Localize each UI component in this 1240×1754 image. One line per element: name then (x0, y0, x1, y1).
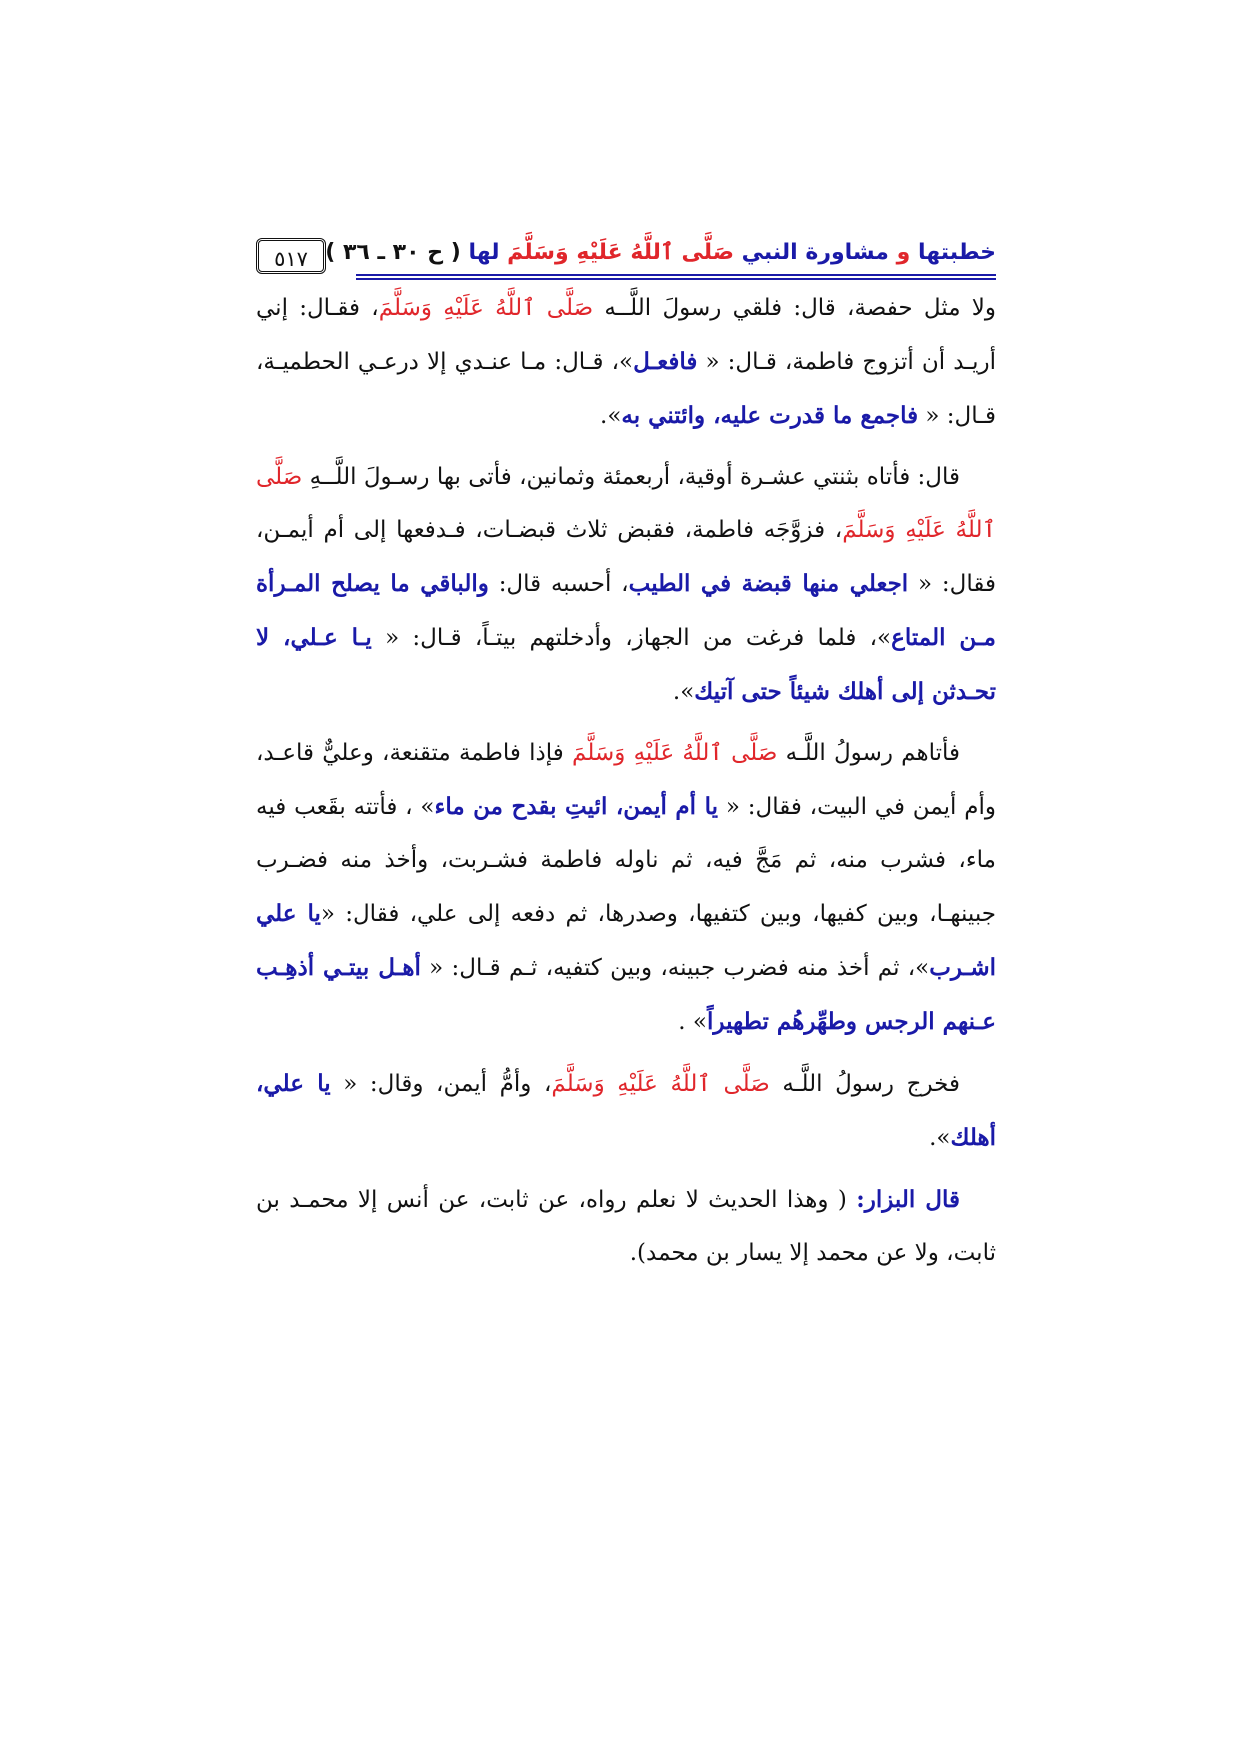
paragraph-3 (256, 727, 996, 1049)
p2-quote-3: يـا عـلي، لا تحـدثن إلى أهلك شيئاً حتى آتيك (256, 624, 996, 705)
p3-text-a: فأتاهم رسولُ اللَّـه (785, 740, 961, 766)
p4-honorific: صَلَّى ٱللَّهُ عَلَيْهِ وَسَلَّمَ (551, 1071, 770, 1097)
title-part3: لها (468, 240, 500, 265)
p3-text-e: » . (678, 1009, 707, 1035)
p1-text-d: ». (600, 403, 622, 429)
p3-text-c: » ، فأتته بقَعب فيه ماء، فشرب منه، ثم مَجَّ فيه، ثم ناوله فاطمة فشـربت، وأخذ منه فضـرب جبينهـا، وبين كفيها، وبين كتفيها، وصدرها، ثم دفعه إلى علي، فقال: « (256, 794, 996, 927)
running-title (325, 238, 996, 268)
p1-honorific: صَلَّى ٱللَّهُ عَلَيْهِ وَسَلَّمَ (378, 295, 594, 321)
title-part2: مشاورة النبي (741, 240, 889, 265)
page-number: ٥١٧ (256, 238, 326, 274)
p1-text-c: »، قـال: مـا عنـدي إلا درعـي الحطميـة، قـال: « (256, 349, 996, 429)
page-header (256, 238, 996, 282)
paragraph-4 (256, 1057, 996, 1165)
body-text (256, 282, 996, 1288)
paragraph-2 (256, 451, 996, 719)
p2-quote-2: والباقي ما يصلح المـرأة مـن المتاع (256, 570, 996, 651)
p4-quote-1: يا علي، أهلك (256, 1070, 996, 1151)
paragraph-1 (256, 282, 996, 443)
p4-text-a: فخرج رسولُ اللَّـه (782, 1071, 961, 1097)
p2-text-d: »، فلما فرغت من الجهاز، وأدخلتهم بيتـاً، قـال: « (385, 625, 892, 651)
p2-quote-1: اجعلي منها قبضة في الطيب (628, 570, 909, 597)
p3-text-d: »، ثم أخذ منه فضرب جبينه، وبين كتفيه، ثـم قـال: « (429, 955, 930, 981)
p1-text-a: ولا مثل حفصة، قال: فلقي رسولَ اللَّــه (604, 295, 996, 321)
p1-quote-1: فافعـل (633, 348, 698, 375)
p2-text-c: ، أحسبه قال: (498, 571, 629, 597)
title-part1: خطبتها (917, 240, 996, 265)
bazzar-label: قال البزار: (856, 1186, 960, 1213)
paragraph-5 (256, 1173, 996, 1280)
title-honorific: صَلَّى ٱللَّهُ عَلَيْهِ وَسَلَّمَ (507, 240, 734, 265)
p1-text-b: ، فقـال: إني أريـد أن أتزوج فاطمة، قـال: « (256, 295, 996, 375)
hadith-range: ( ح ٣٠ ـ ٣٦ ) (325, 240, 461, 265)
p5-text: ( وهذا الحديث لا نعلم رواه، عن ثابت، عن أنس إلا محمـد بن ثابت، ولا عن محمد إلا يسار بن محمد). (256, 1187, 996, 1266)
p3-honorific: صَلَّى ٱللَّهُ عَلَيْهِ وَسَلَّمَ (572, 740, 778, 766)
p2-text-b: ، فزوَّجَه فاطمة، فقبض ثلاث قبضـات، فـدفعها إلى أم أيمـن، فقال: « (256, 517, 997, 597)
p3-text-b: فإذا فاطمة متقنعة، وعليٌّ قاعـد، وأم أيمن في البيت، فقال: « (256, 740, 996, 820)
p2-text-a: قال: فأتاه بثنتي عشـرة أوقية، أربعمئة وثمانين، فأتى بها رسـولَ اللَّــهِ (309, 464, 960, 490)
p2-honorific: صَلَّى ٱللَّهُ عَلَيْهِ وَسَلَّمَ (256, 464, 996, 543)
p1-quote-2: فاجمع ما قدرت عليه، وائتني به (621, 402, 919, 429)
p2-text-e: ». (672, 679, 695, 705)
p3-quote-1: يا أم أيمن، ائيتِ بقدح من ماء (434, 793, 718, 820)
p3-quote-2: يا علي اشـرب (256, 900, 996, 981)
p3-quote-3: أهـل بيتـي أذهِـب عـنهم الرجس وطهِّرهُم تطهيراً (256, 954, 996, 1035)
title-connector: و (896, 240, 911, 265)
header-rule (356, 274, 996, 280)
p4-text-b: ، وأمُّ أيمن، وقال: « (343, 1071, 552, 1097)
p4-text-c: ». (929, 1125, 951, 1151)
